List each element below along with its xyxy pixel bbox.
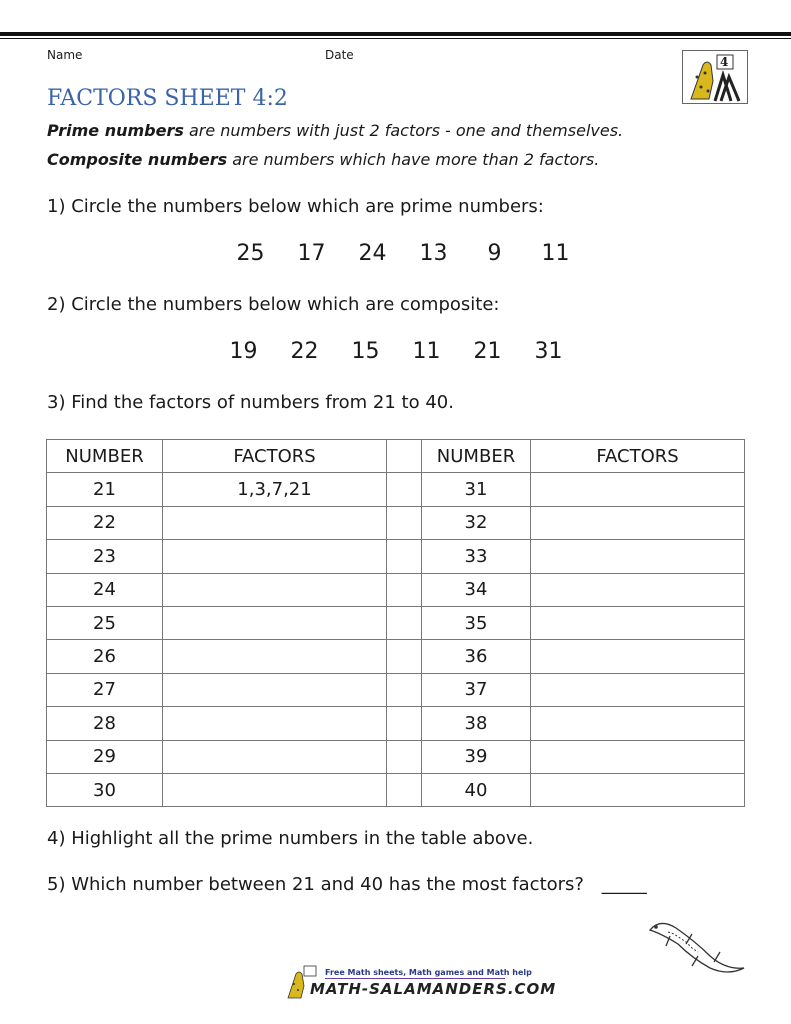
factors-cell[interactable] bbox=[163, 707, 387, 740]
footer-tagline: Free Math sheets, Math games and Math help bbox=[325, 968, 532, 977]
question-4: 4) Highlight all the prime numbers in the table above. bbox=[47, 828, 534, 849]
number-cell: 21 bbox=[47, 473, 163, 506]
number-cell: 30 bbox=[47, 773, 163, 806]
number-cell: 28 bbox=[47, 707, 163, 740]
column-header: FACTORS bbox=[531, 440, 745, 473]
number-cell: 31 bbox=[422, 473, 531, 506]
factors-cell[interactable] bbox=[531, 473, 745, 506]
factors-cell[interactable] bbox=[163, 773, 387, 806]
factors-cell[interactable] bbox=[163, 640, 387, 673]
number-cell: 27 bbox=[47, 673, 163, 706]
number-choice[interactable]: 31 bbox=[534, 339, 563, 364]
table-row bbox=[47, 740, 745, 773]
table-row bbox=[47, 773, 745, 806]
factors-cell[interactable] bbox=[531, 540, 745, 573]
table-row bbox=[47, 540, 745, 573]
factors-cell[interactable] bbox=[163, 506, 387, 539]
number-choice[interactable]: 11 bbox=[412, 339, 441, 364]
number-cell: 37 bbox=[422, 673, 531, 706]
factors-cell[interactable] bbox=[531, 740, 745, 773]
table-spacer bbox=[387, 707, 422, 740]
factors-cell[interactable] bbox=[531, 773, 745, 806]
question-5-text: 5) Which number between 21 and 40 has the most factors? bbox=[47, 874, 584, 895]
number-cell: 36 bbox=[422, 640, 531, 673]
number-cell: 38 bbox=[422, 707, 531, 740]
number-choice[interactable]: 24 bbox=[358, 241, 387, 266]
table-spacer bbox=[387, 440, 422, 473]
number-choice[interactable]: 19 bbox=[229, 339, 258, 364]
prime-definition bbox=[47, 121, 623, 140]
number-cell: 26 bbox=[47, 640, 163, 673]
composite-definition-text: are numbers which have more than 2 factors. bbox=[227, 150, 600, 169]
table-row bbox=[47, 707, 745, 740]
number-choice[interactable]: 25 bbox=[236, 241, 265, 266]
column-header: FACTORS bbox=[163, 440, 387, 473]
prime-term: Prime numbers bbox=[47, 121, 184, 140]
salamander-logo bbox=[682, 50, 748, 104]
composite-definition bbox=[47, 150, 599, 169]
factors-cell[interactable] bbox=[531, 707, 745, 740]
factors-cell[interactable] bbox=[531, 573, 745, 606]
top-rule-thick bbox=[0, 32, 791, 36]
question-2: 2) Circle the numbers below which are composite: bbox=[47, 294, 500, 315]
answer-blank[interactable]: _____ bbox=[601, 874, 647, 895]
factors-cell[interactable] bbox=[163, 540, 387, 573]
factors-cell[interactable] bbox=[531, 673, 745, 706]
table-spacer bbox=[387, 606, 422, 639]
number-choice[interactable]: 21 bbox=[473, 339, 502, 364]
number-cell: 24 bbox=[47, 573, 163, 606]
number-cell: 39 bbox=[422, 740, 531, 773]
table-spacer bbox=[387, 540, 422, 573]
salamander-illustration bbox=[640, 912, 750, 982]
prime-definition-text: are numbers with just 2 factors - one and themselves. bbox=[183, 121, 624, 140]
column-header: NUMBER bbox=[47, 440, 163, 473]
factors-cell[interactable] bbox=[531, 640, 745, 673]
date-label: Date bbox=[325, 48, 354, 62]
footer-rule bbox=[325, 978, 505, 979]
name-label: Name bbox=[47, 48, 83, 62]
top-rule-thin bbox=[0, 38, 791, 39]
number-cell: 23 bbox=[47, 540, 163, 573]
table-row bbox=[47, 640, 745, 673]
table-row bbox=[47, 606, 745, 639]
factors-cell[interactable] bbox=[163, 573, 387, 606]
number-choice[interactable]: 13 bbox=[419, 241, 448, 266]
number-cell: 35 bbox=[422, 606, 531, 639]
number-choice[interactable]: 9 bbox=[487, 241, 502, 266]
table-spacer bbox=[387, 506, 422, 539]
factors-cell[interactable] bbox=[531, 506, 745, 539]
table-spacer bbox=[387, 640, 422, 673]
composite-term: Composite numbers bbox=[47, 150, 228, 169]
prime-number-choices bbox=[220, 241, 586, 266]
number-choice[interactable]: 22 bbox=[290, 339, 319, 364]
table-row bbox=[47, 473, 745, 506]
salamander-logo-icon bbox=[683, 51, 747, 103]
number-cell: 34 bbox=[422, 573, 531, 606]
number-choice[interactable]: 11 bbox=[541, 241, 570, 266]
number-cell: 33 bbox=[422, 540, 531, 573]
factors-cell[interactable] bbox=[163, 606, 387, 639]
factors-cell[interactable] bbox=[531, 606, 745, 639]
number-choice[interactable]: 15 bbox=[351, 339, 380, 364]
worksheet-title: FACTORS SHEET 4:2 bbox=[47, 86, 288, 111]
composite-number-choices bbox=[213, 339, 579, 364]
factors-cell[interactable]: 1,3,7,21 bbox=[163, 473, 387, 506]
table-header-row bbox=[47, 440, 745, 473]
number-cell: 22 bbox=[47, 506, 163, 539]
factors-cell[interactable] bbox=[163, 673, 387, 706]
table-spacer bbox=[387, 573, 422, 606]
table-row bbox=[47, 506, 745, 539]
question-3: 3) Find the factors of numbers from 21 to 40. bbox=[47, 392, 454, 413]
footer-brand[interactable]: MATH-SALAMANDERS.COM bbox=[310, 980, 557, 998]
number-cell: 40 bbox=[422, 773, 531, 806]
table-row bbox=[47, 673, 745, 706]
logo-number: 4 bbox=[720, 55, 729, 69]
question-5 bbox=[47, 874, 647, 895]
factors-cell[interactable] bbox=[163, 740, 387, 773]
column-header: NUMBER bbox=[422, 440, 531, 473]
question-1: 1) Circle the numbers below which are prime numbers: bbox=[47, 196, 544, 217]
table-spacer bbox=[387, 473, 422, 506]
number-choice[interactable]: 17 bbox=[297, 241, 326, 266]
table-row bbox=[47, 573, 745, 606]
factors-table bbox=[46, 439, 745, 807]
table-spacer bbox=[387, 740, 422, 773]
number-cell: 32 bbox=[422, 506, 531, 539]
table-spacer bbox=[387, 673, 422, 706]
number-cell: 29 bbox=[47, 740, 163, 773]
number-cell: 25 bbox=[47, 606, 163, 639]
table-spacer bbox=[387, 773, 422, 806]
